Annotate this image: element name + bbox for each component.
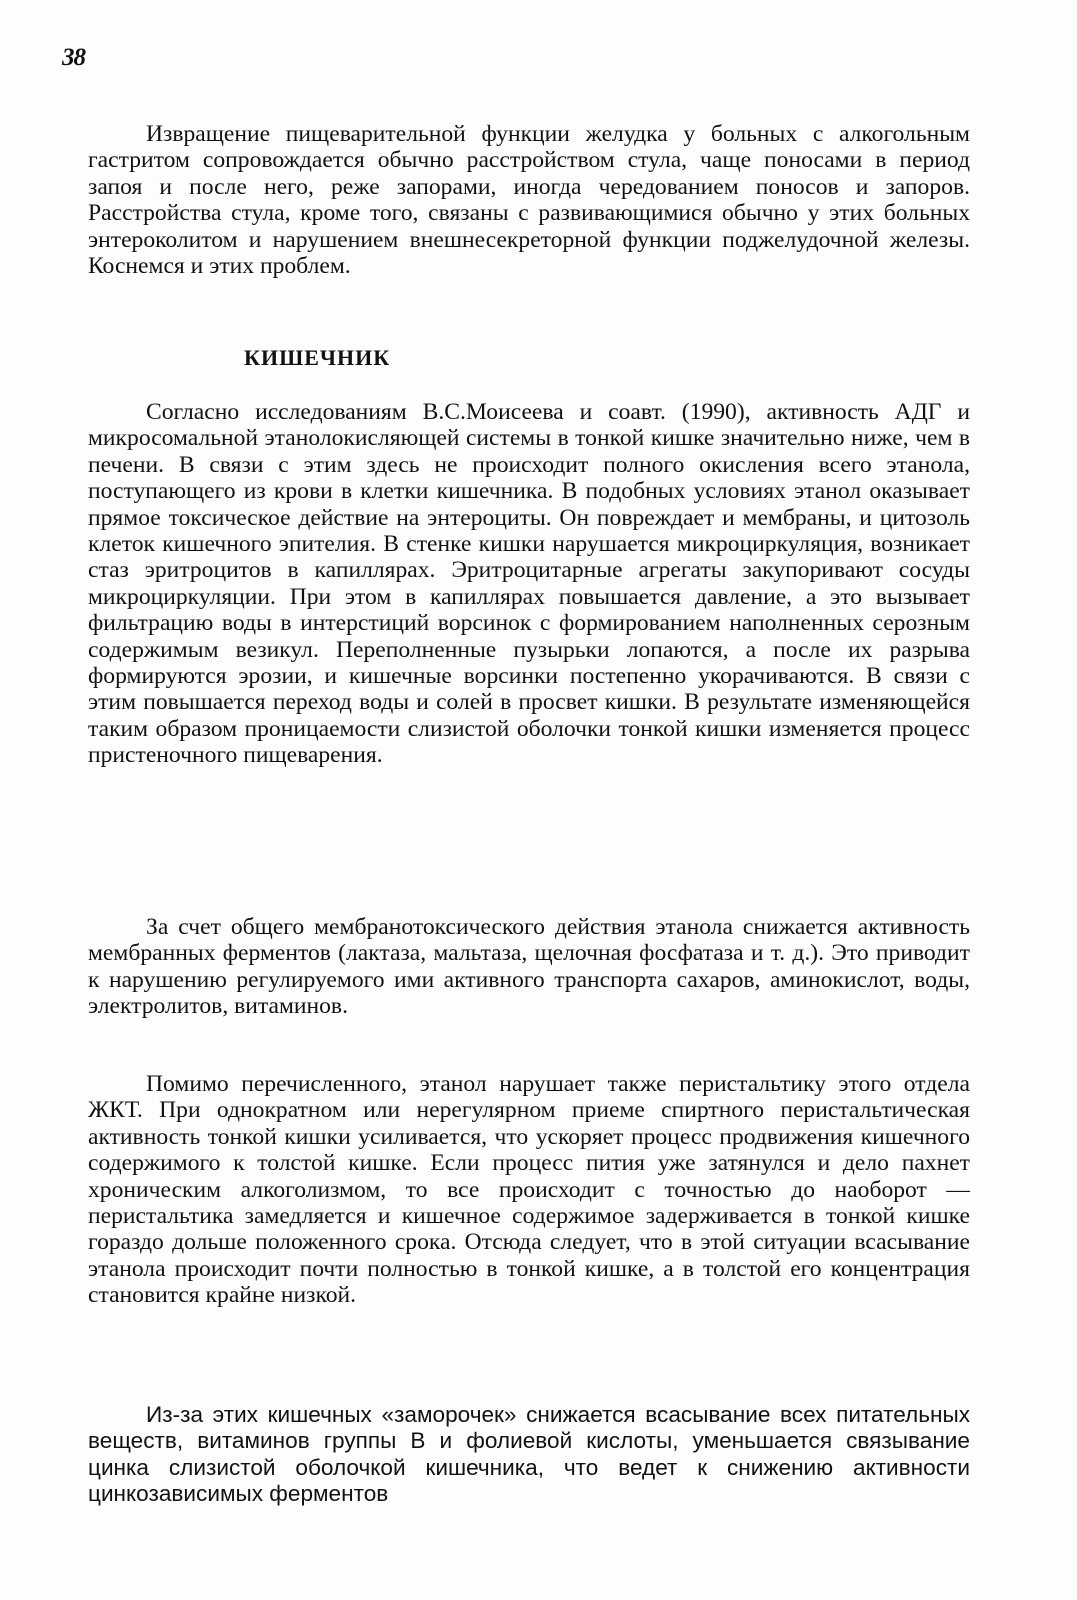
- paragraph-peristalsis: Помимо перечисленного, этанол нарушает также перистальтику этого отдела ЖКТ. При однократном или нерегулярном приеме спиртного перистальтическая активность тонкой кишки усиливается, что ускоряет процесс продвижения кишечного содержимого к толстой кишке. Если процесс пития уже затянулся и дело пахнет хроническим алкоголизмом, то все происходит с точностью до наоборот — перистальтика замедляется и кишечное содержимое задерживается в тонкой кишке гораздо дольше положенного срока. Отсюда следует, что в этой ситуации всасывание этанола происходит почти полностью в тонкой кишке, а в толстой его концентрация становится крайне низкой.: [88, 1071, 970, 1309]
- section-heading: КИШЕЧНИК: [244, 345, 391, 370]
- paragraph-membrane-enzymes: За счет общего мембранотоксического действия этанола снижается активность мембранных ферментов (лактаза, мальтаза, щелочная фосфатаза и т. д.). Это приводит к нарушению регулируемого ими активного транспорта сахаров, аминокислот, воды, электролитов, витаминов.: [88, 914, 970, 1020]
- paragraph-absorption: Из-за этих кишечных «заморочек» снижается всасывание всех питательных веществ, витаминов группы В и фолиевой кислоты, уменьшается связывание цинка слизистой оболочкой кишечника, что ведет к снижению активности цинкозависимых ферментов: [88, 1402, 970, 1507]
- paragraph-ethanol-intestine: Согласно исследованиям В.С.Моисеева и соавт. (1990), активность АДГ и микросомальной этанолокисляющей системы в тонкой кишке значительно ниже, чем в печени. В связи с этим здесь не происходит полного окисления всего этанола, поступающего из крови в клетки кишечника. В подобных условиях этанол оказывает прямое токсическое действие на энтероциты. Он повреждает и мембраны, и цитозоль клеток кишечного эпителия. В стенке кишки нарушается микроциркуляция, возникает стаз эритроцитов в капиллярах. Эритроцитарные агрегаты закупоривают сосуды микроциркуляции. При этом в капиллярах повышается давление, а это вызывает фильтрацию воды в интерстиций ворсинок с формированием наполненных серозным содержимым везикул. Переполненные пузырьки лопаются, а после их разрыва формируются эрозии, и кишечные ворсинки постепенно укорачиваются. В связи с этим повышается переход воды и солей в просвет кишки. В результате изменяющейся таким образом проницаемости слизистой оболочки тонкой кишки изменяется процесс пристеночного пищеварения.: [88, 399, 970, 769]
- page-number: 38: [62, 44, 85, 71]
- paragraph-stomach-dysfunction: Извращение пищеварительной функции желудка у больных с алкогольным гастритом сопровождается обычно расстройством стула, чаще поносами в период запоя и после него, реже запорами, иногда чередованием поносов и запоров. Расстройства стула, кроме того, связаны с развивающимися обычно у этих больных энтероколитом и нарушением внешнесекреторной функции поджелудочной железы. Коснемся и этих проблем.: [88, 121, 970, 280]
